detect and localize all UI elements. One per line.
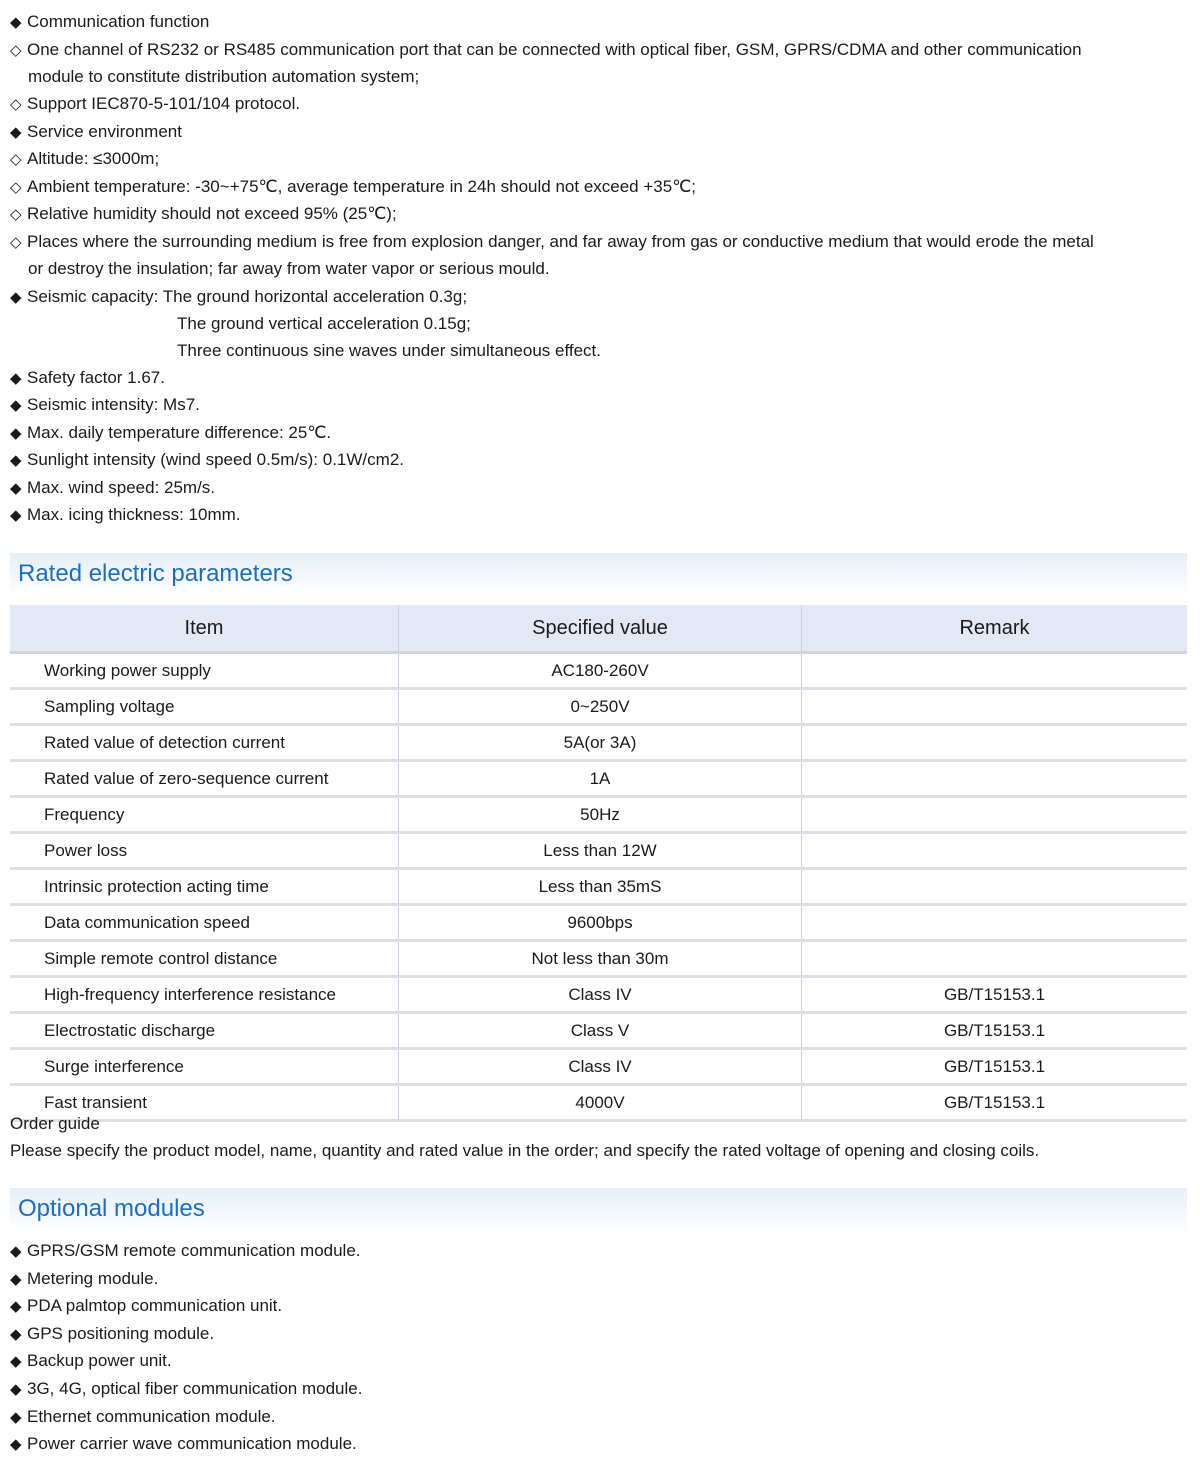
feature-text: Max. daily temperature difference: 25℃. — [27, 423, 332, 442]
cell-remark — [802, 725, 1188, 761]
cell-remark — [802, 797, 1188, 833]
cell-item: Surge interference — [10, 1049, 399, 1085]
cell-specified-value: 4000V — [399, 1085, 802, 1121]
cell-specified-value: Less than 12W — [399, 833, 802, 869]
optional-section-header — [10, 1188, 1187, 1232]
feature-line — [10, 287, 467, 308]
feature-line — [177, 341, 601, 361]
header-remark: Remark — [802, 605, 1188, 653]
table-row — [10, 1049, 1187, 1085]
cell-specified-value: Less than 35mS — [399, 869, 802, 905]
filled-diamond-bullet-icon: ◆ — [10, 1298, 22, 1316]
feature-text: Support IEC870-5-101/104 protocol. — [27, 94, 301, 113]
order-guide-title: Order guide — [10, 1114, 100, 1133]
cell-remark — [802, 761, 1188, 797]
feature-text: Sunlight intensity (wind speed 0.5m/s): 0.1W/cm2. — [27, 450, 404, 469]
header-item: Item — [10, 605, 399, 653]
optional-module-item — [10, 1269, 158, 1290]
feature-line — [10, 12, 209, 33]
cell-remark — [802, 689, 1188, 725]
order-guide-text: Please specify the product model, name, quantity and rated value in the order; and specify the rated voltage of opening and closing coils. — [10, 1141, 1040, 1160]
optional-module-text: Metering module. — [27, 1268, 159, 1288]
filled-diamond-bullet-icon: ◆ — [10, 289, 22, 306]
optional-module-text: Backup power unit. — [27, 1351, 172, 1371]
optional-module-item — [10, 1434, 357, 1455]
optional-section-title: Optional modules — [18, 1195, 205, 1222]
cell-specified-value: AC180-260V — [399, 653, 802, 689]
optional-module-text: 3G, 4G, optical fiber communication module. — [27, 1379, 363, 1398]
filled-diamond-bullet-icon: ◆ — [10, 1436, 22, 1454]
cell-specified-value: 1A — [399, 761, 802, 797]
cell-remark — [802, 653, 1188, 689]
feature-text: Seismic intensity: Ms7. — [27, 395, 200, 414]
cell-item: Electrostatic discharge — [10, 1013, 399, 1049]
feature-text: Seismic capacity: The ground horizontal acceleration 0.3g; — [27, 287, 468, 306]
filled-diamond-bullet-icon: ◆ — [10, 1408, 22, 1426]
cell-item: Intrinsic protection acting time — [10, 869, 399, 905]
table-row — [10, 761, 1187, 797]
hollow-diamond-bullet-icon: ◇ — [10, 96, 22, 113]
rated-section-header — [10, 553, 1187, 597]
feature-line — [10, 368, 165, 389]
table-row — [10, 833, 1187, 869]
feature-line — [10, 478, 215, 499]
feature-text: Max. wind speed: 25m/s. — [27, 478, 216, 497]
optional-module-text: PDA palmtop communication unit. — [27, 1296, 283, 1316]
cell-remark: GB/T15153.1 — [802, 1013, 1188, 1049]
feature-text: Altitude: ≤3000m; — [27, 149, 160, 168]
optional-module-text: Ethernet communication module. — [27, 1406, 276, 1426]
rated-parameters-table — [10, 605, 1187, 1122]
feature-text: Ambient temperature: -30~+75℃, average temperature in 24h should not exceed +35℃; — [27, 177, 697, 196]
table-row — [10, 869, 1187, 905]
hollow-diamond-bullet-icon: ◇ — [10, 179, 22, 196]
feature-text: Three continuous sine waves under simultaneous effect. — [177, 341, 601, 360]
hollow-diamond-bullet-icon: ◇ — [10, 206, 22, 223]
feature-line — [10, 423, 331, 444]
feature-line — [10, 395, 200, 416]
filled-diamond-bullet-icon: ◆ — [10, 507, 22, 524]
cell-item: Frequency — [10, 797, 399, 833]
cell-item: Data communication speed — [10, 905, 399, 941]
table-row — [10, 905, 1187, 941]
feature-text: Relative humidity should not exceed 95% (25℃); — [27, 204, 397, 223]
filled-diamond-bullet-icon: ◆ — [10, 397, 22, 414]
cell-remark — [802, 905, 1188, 941]
optional-module-item — [10, 1324, 214, 1345]
feature-line — [10, 177, 696, 198]
table-row — [10, 1085, 1187, 1121]
cell-remark: GB/T15153.1 — [802, 977, 1188, 1013]
cell-specified-value: Class V — [399, 1013, 802, 1049]
cell-remark — [802, 941, 1188, 977]
cell-item: Sampling voltage — [10, 689, 399, 725]
feature-line — [28, 259, 550, 279]
cell-item: Rated value of detection current — [10, 725, 399, 761]
table-row — [10, 797, 1187, 833]
cell-item: Fast transient — [10, 1085, 399, 1121]
table-header-row — [10, 605, 1187, 653]
optional-module-text: GPS positioning module. — [27, 1323, 215, 1343]
filled-diamond-bullet-icon: ◆ — [10, 1325, 22, 1343]
cell-item: High-frequency interference resistance — [10, 977, 399, 1013]
feature-line — [10, 149, 159, 170]
cell-specified-value: 0~250V — [399, 689, 802, 725]
feature-text: Max. icing thickness: 10mm. — [27, 505, 241, 524]
filled-diamond-bullet-icon: ◆ — [10, 124, 22, 141]
hollow-diamond-bullet-icon: ◇ — [10, 42, 22, 59]
feature-line — [10, 505, 241, 526]
rated-section-title: Rated electric parameters — [18, 560, 293, 587]
cell-remark: GB/T15153.1 — [802, 1049, 1188, 1085]
table-row — [10, 725, 1187, 761]
header-specified-value: Specified value — [399, 605, 802, 653]
hollow-diamond-bullet-icon: ◇ — [10, 151, 22, 168]
feature-text: One channel of RS232 or RS485 communication port that can be connected with optical fiber, GSM, GPRS/CDMA and other communication — [27, 40, 1082, 59]
hollow-diamond-bullet-icon: ◇ — [10, 234, 22, 251]
cell-item: Rated value of zero-sequence current — [10, 761, 399, 797]
optional-module-item — [10, 1379, 362, 1400]
feature-line — [28, 67, 419, 87]
table-row — [10, 1013, 1187, 1049]
feature-text: Communication function — [27, 12, 210, 31]
optional-module-text: GPRS/GSM remote communication module. — [27, 1241, 361, 1260]
filled-diamond-bullet-icon: ◆ — [10, 14, 22, 31]
cell-specified-value: Class IV — [399, 1049, 802, 1085]
cell-specified-value: 5A(or 3A) — [399, 725, 802, 761]
feature-text: The ground vertical acceleration 0.15g; — [177, 314, 471, 333]
cell-specified-value: 9600bps — [399, 905, 802, 941]
filled-diamond-bullet-icon: ◆ — [10, 452, 22, 469]
cell-item: Simple remote control distance — [10, 941, 399, 977]
feature-line — [10, 94, 300, 115]
cell-specified-value: Class IV — [399, 977, 802, 1013]
feature-line — [10, 122, 182, 143]
cell-item: Working power supply — [10, 653, 399, 689]
optional-module-item — [10, 1351, 172, 1372]
optional-module-item — [10, 1296, 282, 1317]
cell-item: Power loss — [10, 833, 399, 869]
feature-text: Service environment — [27, 122, 182, 141]
filled-diamond-bullet-icon: ◆ — [10, 1270, 22, 1288]
feature-line — [10, 204, 397, 225]
table-row — [10, 977, 1187, 1013]
optional-module-text: Power carrier wave communication module. — [27, 1434, 357, 1454]
filled-diamond-bullet-icon: ◆ — [10, 425, 22, 442]
feature-line — [177, 314, 471, 334]
table-row — [10, 653, 1187, 689]
cell-remark — [802, 833, 1188, 869]
feature-line — [10, 450, 404, 471]
feature-line — [10, 40, 1082, 61]
filled-diamond-bullet-icon: ◆ — [10, 1381, 22, 1398]
cell-remark — [802, 869, 1188, 905]
optional-module-item — [10, 1407, 276, 1428]
optional-module-item — [10, 1241, 361, 1262]
table-row — [10, 941, 1187, 977]
feature-text: module to constitute distribution automation system; — [28, 67, 420, 86]
filled-diamond-bullet-icon: ◆ — [10, 1243, 22, 1260]
table-row — [10, 689, 1187, 725]
cell-specified-value: 50Hz — [399, 797, 802, 833]
feature-text: or destroy the insulation; far away from water vapor or serious mould. — [28, 259, 550, 278]
cell-specified-value: Not less than 30m — [399, 941, 802, 977]
filled-diamond-bullet-icon: ◆ — [10, 370, 22, 387]
feature-text: Safety factor 1.67. — [27, 368, 165, 387]
feature-line — [10, 232, 1094, 253]
cell-remark: GB/T15153.1 — [802, 1085, 1188, 1121]
feature-text: Places where the surrounding medium is free from explosion danger, and far away from gas or conductive medium that would erode the metal — [27, 232, 1094, 251]
filled-diamond-bullet-icon: ◆ — [10, 480, 22, 497]
filled-diamond-bullet-icon: ◆ — [10, 1353, 22, 1371]
